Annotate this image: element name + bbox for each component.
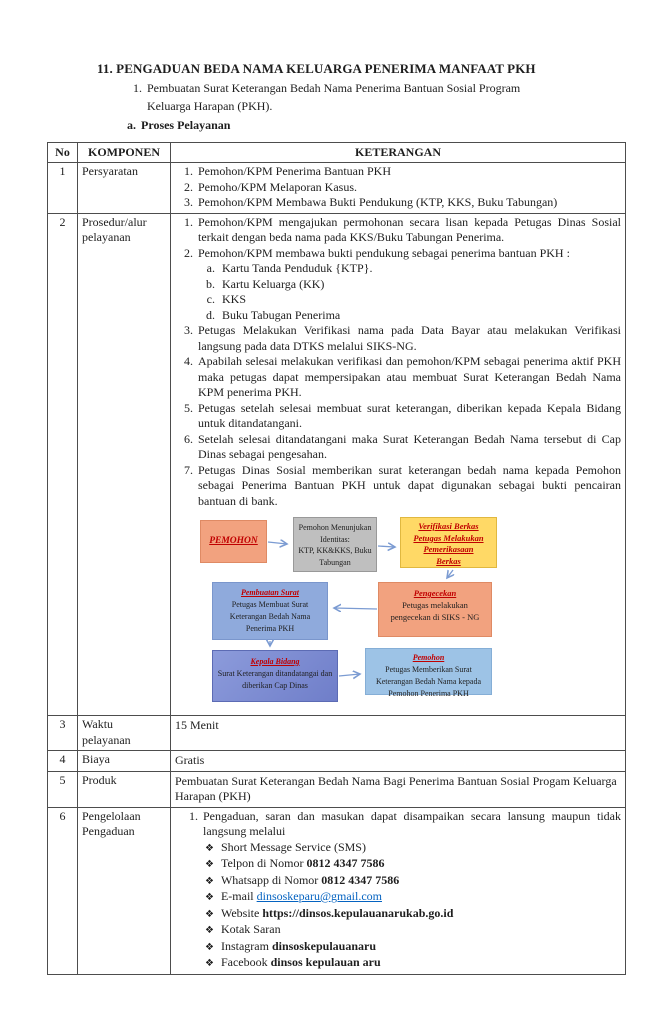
persyaratan-list <box>175 164 621 211</box>
keterangan-cell <box>171 771 626 807</box>
channel-text: E-mail <box>220 889 257 903</box>
sublist-item: d. Buku Tabugan Penerima <box>218 308 621 324</box>
section-letter: a. <box>127 118 136 132</box>
flow-box-body: Surat Keterangan ditandatangai dan diberikan Cap Dinas <box>217 669 333 690</box>
diamond-bullet-icon: ❖ <box>205 958 214 969</box>
channel-instagram <box>205 939 621 956</box>
section-heading <box>127 117 625 134</box>
channel-sms <box>205 840 621 857</box>
document-subtitle <box>133 80 625 115</box>
produk-value: Pembuatan Surat Keterangan Bedah Nama Bagi Penerima Bantuan Sosial Progam Keluarga Harapan (PKH) <box>175 773 617 803</box>
komponen-label: Prosedur/alur pelayanan <box>78 213 171 716</box>
row-number: 1 <box>48 163 78 214</box>
row-produk <box>48 771 626 807</box>
channel-text: Whatsapp di Nomor <box>220 872 322 887</box>
list-item <box>201 809 621 972</box>
row-pengelolaan-pengaduan <box>48 807 626 974</box>
channel-text: Instagram <box>220 938 272 953</box>
row-prosedur <box>48 213 626 716</box>
subtitle-number: 1. <box>133 81 142 95</box>
keterangan-cell <box>171 807 626 974</box>
list-item: 5. Petugas setelah selesai membuat surat keterangan, diberikan kepada Kepala Bidang untuk ditandatangani. <box>196 401 621 432</box>
keterangan-cell <box>171 751 626 772</box>
waktu-value: 15 Menit <box>175 718 219 732</box>
diamond-bullet-icon: ❖ <box>205 859 214 870</box>
pengaduan-list <box>175 809 621 972</box>
service-table <box>47 142 626 975</box>
channel-kotak-saran <box>205 922 621 939</box>
diamond-bullet-icon: ❖ <box>205 925 214 936</box>
header-cell-keterangan: KETERANGAN <box>171 143 626 163</box>
table-header-row <box>48 143 626 163</box>
row-number: 3 <box>48 716 78 751</box>
channel-text: Facebook <box>220 955 271 969</box>
channel-website <box>205 906 621 923</box>
list-item: 7. Petugas Dinas Sosial memberikan surat keterangan bedah nama kepada Pemohon sebagai Penerima Bantuan PKH untuk dapat digunakan sebagai bukti pencairan bantuan di bank. <box>196 463 621 510</box>
process-flowchart <box>175 513 624 713</box>
row-number: 4 <box>48 751 78 772</box>
phone-number: 0812 4347 7586 <box>306 856 385 870</box>
channel-text: Telpon di Nomor <box>220 856 307 870</box>
channel-text: Short Message Service (SMS) <box>220 839 366 854</box>
flow-box-title: Verifikasi Berkas Petugas Melakukan Pemerikasaan Berkas <box>413 521 484 566</box>
email-link[interactable]: dinsoskeparu@gmail.com <box>256 889 382 903</box>
header-cell-no: No <box>48 143 78 163</box>
channel-email <box>205 889 621 906</box>
keterangan-cell <box>171 163 626 214</box>
komponen-label: Waktu pelayanan <box>78 716 171 751</box>
channel-text: Kotak Saran <box>220 922 281 936</box>
row-number: 5 <box>48 771 78 807</box>
flow-arrows <box>175 513 624 713</box>
komponen-label: Produk <box>78 771 171 807</box>
diamond-bullet-icon: ❖ <box>205 941 214 953</box>
flow-box-title: Pembuatan Surat <box>240 588 299 597</box>
header-cell-komponen: KOMPONEN <box>78 143 171 163</box>
instagram-handle: dinsoskepulauanaru <box>271 938 377 953</box>
list-item: 3. Pemohon/KPM Membawa Bukti Pendukung (KTP, KKS, Buku Tabungan) <box>196 195 621 211</box>
prosedur-list <box>175 215 621 510</box>
flow-box-body: Petugas Membuat Surat Keterangan Bedah Nama Penerima PKH <box>229 600 311 633</box>
row-number: 6 <box>48 807 78 974</box>
row-number: 2 <box>48 213 78 716</box>
list-item: 4. Apabilah selesai melakukan verifikasi dan pemohon/KPM sebagai penerima aktif PKH maka petugas dapat mempersipakan atau membuat Surat Keterangan Bedah Nama KPM penerima PKH. <box>196 354 621 401</box>
list-item-text: Pemohon/KPM membawa bukti pendukung sebagai penerima bantuan PKH : <box>198 245 570 260</box>
list-item: 3. Petugas Melakukan Verifikasi nama pada Data Bayar atau melakukan Verifikasi langsung pada data DTKS melalui SIKS-NG. <box>196 323 621 354</box>
sublist-item: a. Kartu Tanda Penduduk {KTP}. <box>218 261 621 277</box>
channel-text: Website <box>220 905 263 920</box>
biaya-value: Gratis <box>175 753 205 767</box>
diamond-bullet-icon: ❖ <box>205 875 214 887</box>
section-title: Proses Pelayanan <box>141 118 231 132</box>
flow-box-title: Pemohon <box>412 653 445 662</box>
flow-box-title: Kepala Bidang <box>250 657 300 666</box>
subtitle-text: Pembuatan Surat Keterangan Bedah Nama Penerima Bantuan Sosial Program Keluarga Harapan (PKH). <box>147 81 521 113</box>
komponen-label: Biaya <box>78 751 171 772</box>
flow-box-title: Pengecekan <box>413 588 457 598</box>
whatsapp-number: 0812 4347 7586 <box>321 872 400 887</box>
flow-box-body: Petugas melakukan pengecekan di SIKS - NG <box>390 600 480 622</box>
komponen-label: Persyaratan <box>78 163 171 214</box>
list-item: 2. Pemoho/KPM Melaporan Kasus. <box>196 180 621 196</box>
flow-box-body: Pemohon Menunjukan Identitas: KTP, KK&KKS, Buku Tabungan <box>298 523 372 567</box>
row-persyaratan <box>48 163 626 214</box>
keterangan-cell <box>171 213 626 716</box>
diamond-bullet-icon: ❖ <box>205 842 214 854</box>
channel-telpon <box>205 856 621 873</box>
sublist-item: c. KKS <box>218 292 621 308</box>
diamond-bullet-icon: ❖ <box>205 892 214 903</box>
list-item: 1. Pemohon/KPM Penerima Bantuan PKH <box>196 164 621 180</box>
list-item: 1. Pemohon/KPM mengajukan permohonan secara lisan kepada Petugas Dinas Sosial terkait dengan beda nama pada KKS/Buku Tabungan Penerima. <box>196 215 621 246</box>
flow-box-body: Petugas Memberikan Surat Keterangan Bedah Nama kepada Pemohon Penerima PKH <box>375 665 482 698</box>
pengaduan-intro: Pengaduan, saran dan masukan dapat disampaikan secara lansung maupun tidak langsung melalui <box>203 808 621 838</box>
website-url: https://dinsos.kepulauanarukab.go.id <box>262 905 454 920</box>
keterangan-cell <box>171 716 626 751</box>
row-waktu <box>48 716 626 751</box>
sublist-item: b. Kartu Keluarga (KK) <box>218 277 621 293</box>
komponen-label: Pengelolaan Pengaduan <box>78 807 171 974</box>
document-title: 11. PENGADUAN BEDA NAMA KELUARGA PENERIMA MANFAAT PKH <box>97 61 536 76</box>
row-biaya <box>48 751 626 772</box>
flow-box-title: PEMOHON <box>209 535 258 546</box>
list-item: 6. Setelah selesai ditandatangani maka Surat Keterangan Bedah Nama tersebut di Cap Dinas sebagai pengesahan. <box>196 432 621 463</box>
list-item <box>196 246 621 324</box>
facebook-handle: dinsos kepulauan aru <box>270 955 381 969</box>
bukti-sublist <box>198 261 621 323</box>
channel-facebook <box>205 955 621 972</box>
channel-whatsapp <box>205 873 621 890</box>
diamond-bullet-icon: ❖ <box>205 908 214 920</box>
contact-channel-list <box>203 840 621 972</box>
